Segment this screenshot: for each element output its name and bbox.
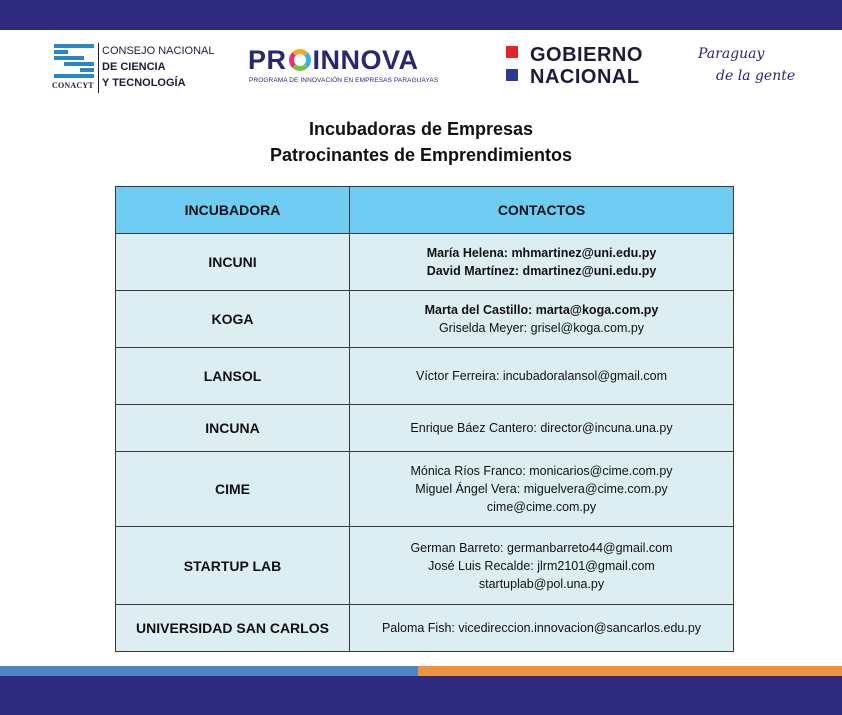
paraguay-line-2: de la gente <box>716 68 796 84</box>
contact-line: Enrique Báez Cantero: director@incuna.una.py <box>410 421 673 435</box>
table-row <box>116 233 733 290</box>
table-row <box>116 604 733 651</box>
table-header-row <box>116 187 733 233</box>
contact-line: cime@cime.com.py <box>486 500 597 514</box>
contact-line: Griselda Meyer: grisel@koga.com.py <box>438 321 645 335</box>
conacyt-line-3: Y TECNOLOGÍA <box>102 77 186 89</box>
contacts-cell <box>350 291 733 347</box>
table-row <box>116 347 733 404</box>
conacyt-logo <box>52 43 224 93</box>
page-title-line-1: Incubadoras de Empresas <box>308 119 534 139</box>
incubadora-name: INCUNI <box>116 234 350 290</box>
conacyt-line-2: DE CIENCIA <box>102 61 166 73</box>
page-title-line-2: Patrocinantes de Emprendimientos <box>269 145 573 165</box>
contact-line: David Martínez: dmartinez@uni.edu.py <box>426 264 657 278</box>
conacyt-line-1: CONSEJO NACIONAL <box>102 45 215 57</box>
contacts-cell <box>350 405 733 451</box>
gobierno-nacional-logo <box>506 44 666 88</box>
incubadora-name: CIME <box>116 452 350 526</box>
gobierno-red-square-icon <box>506 46 518 58</box>
incubadora-name: INCUNA <box>116 405 350 451</box>
conacyt-divider <box>98 43 99 93</box>
contact-line: Mónica Ríos Franco: monicarios@cime.com.py <box>410 464 673 478</box>
contacts-cell <box>350 527 733 604</box>
contact-line: German Barreto: germanbarreto44@gmail.com <box>410 540 673 555</box>
incubadoras-table <box>115 186 734 652</box>
contact-line: Marta del Castillo: marta@koga.com.py <box>424 303 659 317</box>
proinnova-o-icon <box>289 49 311 71</box>
conacyt-emblem-icon <box>52 43 96 81</box>
incubadora-name: LANSOL <box>116 348 350 404</box>
incubadora-name: UNIVERSIDAD SAN CARLOS <box>116 605 350 651</box>
incubadora-name: KOGA <box>116 291 350 347</box>
proinnova-subtitle: PROGRAMA DE INNOVACIÓN EN EMPRESAS PARAGUAYAS <box>249 77 439 84</box>
paraguay-line-1: Paraguay <box>698 46 765 62</box>
header-contactos: CONTACTOS <box>497 202 586 218</box>
contacts-cell <box>350 348 733 404</box>
paraguay-de-la-gente-logo <box>696 46 806 90</box>
contact-line: Víctor Ferreira: incubadoralansol@gmail.com <box>416 369 667 383</box>
proinnova-logo <box>248 44 468 88</box>
proinnova-word-end: INNOVA <box>312 45 419 75</box>
contacts-cell <box>350 605 733 651</box>
bottom-stripe-orange <box>418 666 842 676</box>
contacts-cell <box>350 452 733 526</box>
contact-line: José Luis Recalde: jlrm2101@gmail.com <box>428 558 655 573</box>
contact-line: startuplab@pol.una.py <box>478 576 605 591</box>
contact-line: Paloma Fish: vicedireccion.innovacion@sancarlos.edu.py <box>381 621 702 635</box>
contact-line: Miguel Ángel Vera: miguelvera@cime.com.py <box>415 482 668 496</box>
header-incubadora: INCUBADORA <box>116 187 350 233</box>
proinnova-wordmark <box>248 44 419 76</box>
table-row <box>116 404 733 451</box>
contacts-cell <box>350 234 733 290</box>
bottom-stripe-blue <box>0 666 418 676</box>
table-row <box>116 451 733 526</box>
gobierno-blue-square-icon <box>506 69 518 81</box>
bottom-banner-bar <box>0 676 842 715</box>
contact-line: María Helena: mhmartinez@uni.edu.py <box>426 246 657 260</box>
top-banner-bar <box>0 0 842 30</box>
proinnova-word-start: PR <box>248 45 287 75</box>
conacyt-caption: CONACYT <box>52 81 94 90</box>
table-row <box>116 290 733 347</box>
table-row <box>116 526 733 604</box>
gobierno-line-1: GOBIERNO <box>530 44 643 66</box>
gobierno-line-2: NACIONAL <box>530 66 640 88</box>
incubadora-name: STARTUP LAB <box>116 527 350 604</box>
